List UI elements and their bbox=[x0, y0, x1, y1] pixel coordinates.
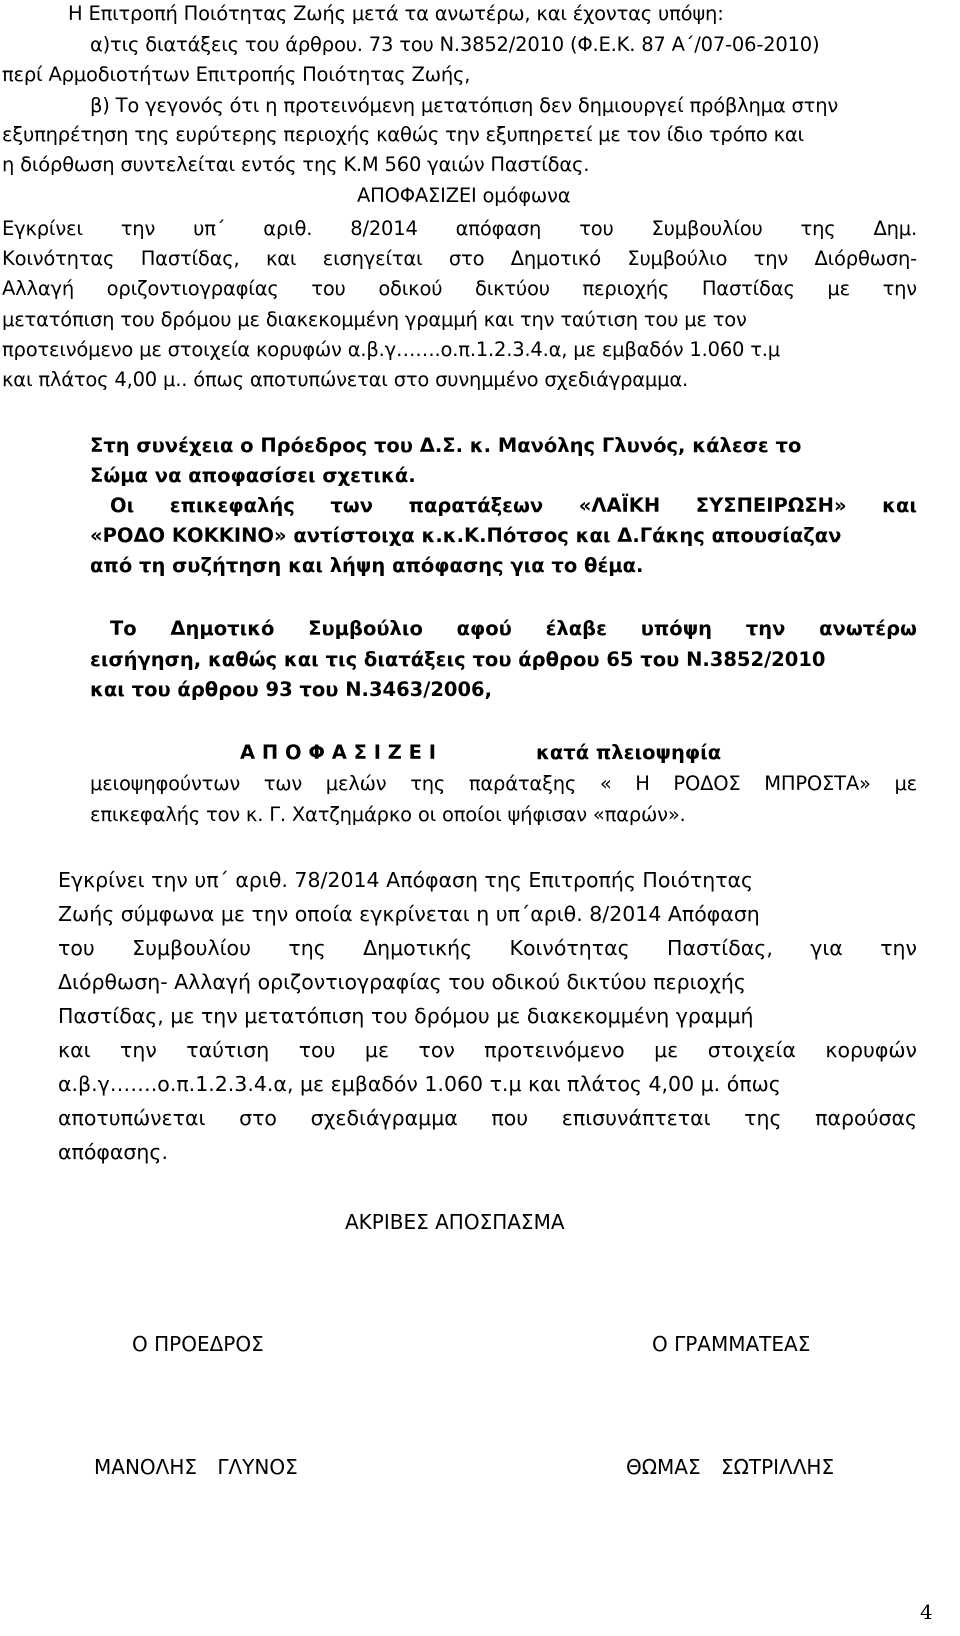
clause-b-end: η διόρθωση συντελείται εντός της Κ.Μ 560 γαιών Παστίδας. bbox=[2, 153, 590, 176]
intro-line: Η Επιτροπή Ποιότητας Ζωής μετά τα ανωτέρω, και έχοντας υπόψη: bbox=[68, 2, 724, 25]
decision-qualifier: κατά πλειοψηφία bbox=[536, 741, 722, 764]
approval-line: μετατόπιση του δρόμου με διακεκομμένη γραμμή και την ταύτιση του με τον bbox=[2, 308, 747, 331]
final-approval-line: Εγκρίνει την υπ΄ αριθ. 78/2014 Απόφαση της Επιτροπής Ποιότητας bbox=[58, 868, 754, 892]
decision-heading-unanimous: ΑΠΟΦΑΣΙΖΕΙ ομόφωνα bbox=[357, 184, 571, 207]
minority-line: μειοψηφούντων των μελών της παράταξης « Η ΡΟΔΟΣ ΜΠΡΟΣΤΑ» με bbox=[90, 772, 917, 795]
secretary-name: ΘΩΜΑΣ ΣΩΤΡΙΛΛΗΣ bbox=[626, 1455, 835, 1479]
final-approval-line: του Συμβουλίου της Δημοτικής Κοινότητας Παστίδας, για την bbox=[58, 936, 917, 960]
factions-cont: «ΡΟΔΟ ΚΟΚΚΙΝΟ» αντίστοιχα κ.κ.Κ.Πότσος και Δ.Γάκης απουσίαζαν bbox=[90, 524, 842, 547]
president-call-line: Στη συνέχεια ο Πρόεδρος του Δ.Σ. κ. Μανόλης Γλυνός, κάλεσε το bbox=[90, 434, 802, 457]
secretary-title: Ο ΓΡΑΜΜΑΤΕΑΣ bbox=[652, 1332, 811, 1356]
minority-cont: επικεφαλής τον κ. Γ. Χατζημάρκο οι οποίοι ψήφισαν «παρών». bbox=[90, 803, 686, 826]
final-approval-line: α.β.γ…….ο.π.1.2.3.4.α, με εμβαδόν 1.060 τ.μ και πλάτος 4,00 μ. όπως bbox=[58, 1072, 781, 1096]
approval-line: Εγκρίνει την υπ΄ αριθ. 8/2014 απόφαση του Συμβουλίου της Δημ. bbox=[2, 217, 917, 240]
council-end: και του άρθρου 93 του Ν.3463/2006, bbox=[90, 678, 493, 701]
council-line: Το Δημοτικό Συμβούλιο αφού έλαβε υπόψη την ανωτέρω bbox=[110, 617, 917, 640]
clause-b-line: β) Το γεγονός ότι η προτεινόμενη μετατόπιση δεν δημιουργεί πρόβλημα στην bbox=[90, 94, 839, 117]
president-call-cont: Σώμα να αποφασίσει σχετικά. bbox=[90, 464, 416, 487]
page-number: 4 bbox=[920, 1600, 933, 1624]
extract-label: ΑΚΡΙΒΕΣ ΑΠΟΣΠΑΣΜΑ bbox=[345, 1210, 565, 1234]
factions-line: Οι επικεφαλής των παρατάξεων «ΛΑΪΚΗ ΣΥΣΠΕΙΡΩΣΗ» και bbox=[110, 494, 917, 517]
president-name: ΜΑΝΟΛΗΣ ΓΛΥΝΟΣ bbox=[94, 1455, 298, 1479]
approval-line: προτεινόμενο με στοιχεία κορυφών α.β.γ…….ο.π.1.2.3.4.α, με εμβαδόν 1.060 τ.μ bbox=[2, 338, 780, 361]
factions-end: από τη συζήτηση και λήψη απόφασης για το θέμα. bbox=[90, 554, 644, 577]
final-approval-line: απόφασης. bbox=[58, 1140, 168, 1164]
final-approval-line: Παστίδας, με την μετατόπιση του δρόμου με διακεκομμένη γραμμή bbox=[58, 1004, 754, 1028]
council-cont: εισήγηση, καθώς και τις διατάξεις του άρθρου 65 του Ν.3852/2010 bbox=[90, 648, 826, 671]
final-approval-line: Διόρθωση- Αλλαγή οριζοντιογραφίας του οδικού δικτύου περιοχής bbox=[58, 970, 746, 994]
clause-b-cont: εξυπηρέτηση της ευρύτερης περιοχής καθώς την εξυπηρετεί με τον ίδιο τρόπο και bbox=[2, 123, 804, 146]
approval-line: Κοινότητας Παστίδας, και εισηγείται στο Δημοτικό Συμβούλιο την Διόρθωση- bbox=[2, 247, 917, 270]
clause-a-line: α)τις διατάξεις του άρθρου. 73 του Ν.3852/2010 (Φ.Ε.Κ. 87 Α΄/07-06-2010) bbox=[90, 33, 820, 56]
president-title: Ο ΠΡΟΕΔΡΟΣ bbox=[132, 1332, 264, 1356]
approval-line: Αλλαγή οριζοντιογραφίας του οδικού δικτύου περιοχής Παστίδας με την bbox=[2, 277, 917, 300]
final-approval-line: και την ταύτιση του με τον προτεινόμενο με στοιχεία κορυφών bbox=[58, 1038, 917, 1062]
final-approval-line: Ζωής σύμφωνα με την οποία εγκρίνεται η υπ΄αριθ. 8/2014 Απόφαση bbox=[58, 902, 760, 926]
clause-a-cont: περί Αρμοδιοτήτων Επιτροπής Ποιότητας Ζωής, bbox=[2, 63, 471, 86]
final-approval-line: αποτυπώνεται στο σχεδιάγραμμα που επισυνάπτεται της παρούσας bbox=[58, 1106, 917, 1130]
decision-heading-majority: Α Π Ο Φ Α Σ Ι Ζ Ε Ι bbox=[240, 741, 437, 764]
approval-line: και πλάτος 4,00 μ.. όπως αποτυπώνεται στο συνημμένο σχεδιάγραμμα. bbox=[2, 368, 688, 391]
